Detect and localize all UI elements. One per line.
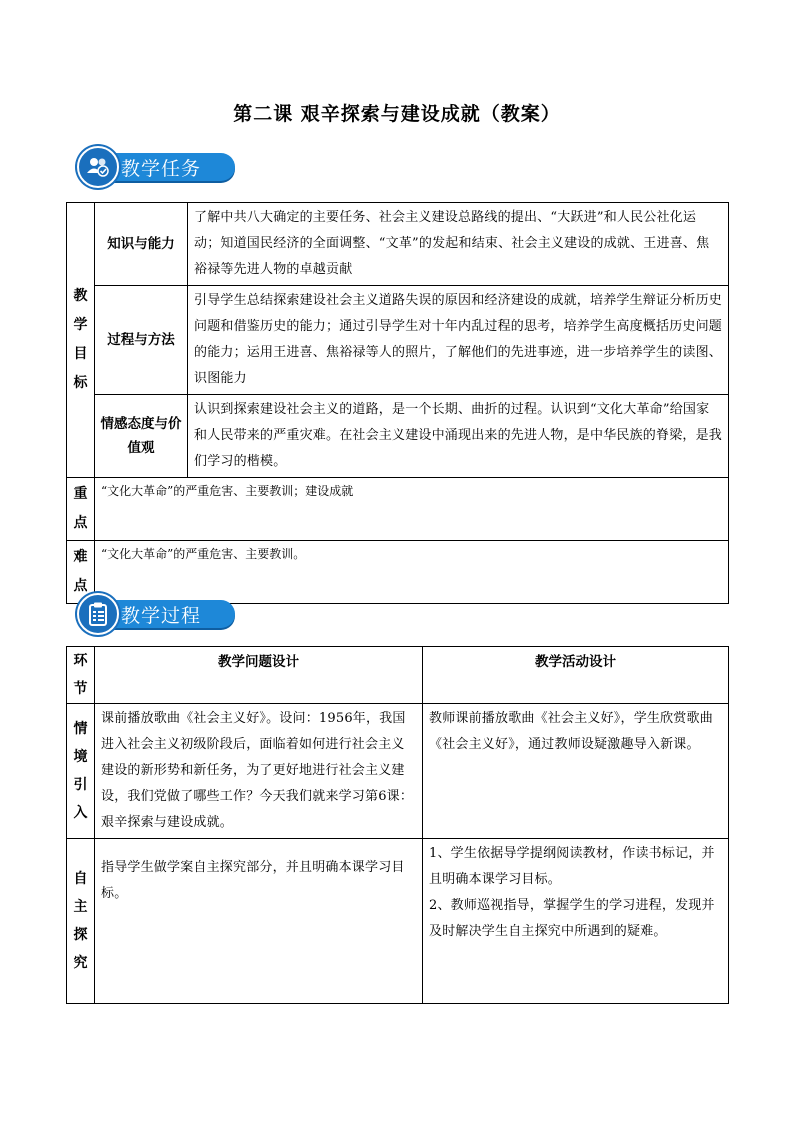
key-points-text: “文化大革命”的严重危害、主要教训；建设成就 — [95, 478, 729, 541]
activity-item: 1、学生依据导学提纲阅读教材，作读书标记，并且明确本课学习目标。 — [429, 846, 715, 887]
goal-label-knowledge: 知识与能力 — [95, 203, 188, 286]
activity-text: 教师课前播放歌曲《社会主义好》，学生欣赏歌曲《社会主义好》，通过教师设疑激趣导入新课。 — [423, 704, 729, 839]
header-question-design: 教学问题设计 — [95, 647, 423, 704]
question-text: 课前播放歌曲《社会主义好》。设问：1956年，我国进入社会主义初级阶段后，面临着如何进行社会主义建设的新形势和新任务，为了更好地进行社会主义建设，我们党做了哪些工作？今天我们就来学习第6课：艰辛探索与建设成就。 — [95, 704, 423, 839]
table-row — [67, 286, 729, 395]
goal-text-process: 引导学生总结探索建设社会主义道路失误的原因和经济建设的成就，培养学生辩证分析历史问题和借鉴历史的能力；通过引导学生对十年内乱过程的思考，培养学生高度概括历史问题的能力；运用王进喜、焦裕禄等人的照片，了解他们的先进事迹，进一步培养学生的读图、识图能力 — [188, 286, 729, 395]
table-row — [67, 704, 729, 839]
table-row — [67, 203, 729, 286]
goal-text-attitude: 认识到探索建设社会主义的道路，是一个长期、曲折的过程。认识到“文化大革命”给国家和人民带来的严重灾难。在社会主义建设中涌现出来的先进人物，是中华民族的脊梁，是我们学习的楷模。 — [188, 395, 729, 478]
goal-label-process: 过程与方法 — [95, 286, 188, 395]
page-title: 第二课 艰辛探索与建设成就（教案） — [233, 103, 561, 125]
stage-label: 情 境 引 入 — [67, 704, 95, 839]
checklist-icon — [77, 593, 119, 635]
goals-side-label: 教 学 目 标 — [67, 203, 95, 478]
header-stage: 环 节 — [67, 647, 95, 704]
table-row — [67, 839, 729, 1004]
goal-label-attitude: 情感态度与价值观 — [95, 395, 188, 478]
teaching-process-table — [66, 646, 729, 1004]
table-row — [67, 478, 729, 541]
team-check-icon — [77, 146, 119, 188]
key-points-label: 重 点 — [67, 478, 95, 541]
difficult-points-label: 难 点 — [67, 541, 95, 604]
table-row — [67, 395, 729, 478]
activity-cell — [423, 839, 729, 1004]
section-banner-teaching-tasks — [77, 146, 235, 184]
stage-label: 自 主 探 究 — [67, 839, 95, 1004]
teaching-goals-table — [66, 202, 729, 604]
question-text: 指导学生做学案自主探究部分，并且明确本课学习目标。 — [95, 839, 423, 1004]
goal-text-knowledge: 了解中共八大确定的主要任务、社会主义建设总路线的提出、“大跃进”和人民公社化运动；知道国民经济的全面调整、“文革”的发起和结束、社会主义建设的成就、王进喜、焦裕禄等先进人物的卓越贡献 — [188, 203, 729, 286]
banner-label: 教学任务 — [121, 158, 202, 180]
section-banner-teaching-process — [77, 593, 235, 631]
table-header-row — [67, 647, 729, 704]
header-activity-design: 教学活动设计 — [423, 647, 729, 704]
difficult-points-text: “文化大革命”的严重危害、主要教训。 — [95, 541, 729, 604]
activity-item: 2、教师巡视指导，掌握学生的学习进程，发现并及时解决学生自主探究中所遇到的疑难。 — [429, 898, 715, 939]
banner-label: 教学过程 — [121, 605, 202, 627]
